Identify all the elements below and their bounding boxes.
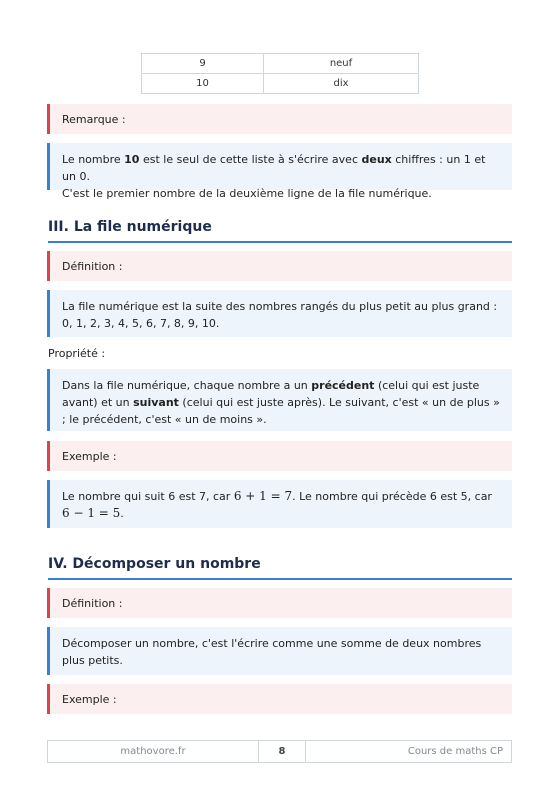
page-footer — [47, 740, 512, 763]
definition-label: Définition : — [62, 597, 123, 610]
exemple-label: Exemple : — [62, 693, 117, 706]
exemple-label-box — [47, 684, 512, 714]
remarque-line-1 — [62, 151, 502, 185]
table-cell-number: 10 — [142, 74, 264, 94]
emphasis: précédent — [311, 379, 375, 392]
table-row — [142, 54, 419, 74]
exemple-label-box — [47, 441, 512, 471]
remarque-line-2: C'est le premier nombre de la deuxième ligne de la file numérique. — [62, 187, 432, 200]
footer-page-number: 8 — [259, 741, 306, 762]
remarque-label: Remarque : — [62, 113, 126, 126]
propriete-label: Propriété : — [48, 347, 106, 360]
table-cell-word: neuf — [264, 54, 419, 74]
math-expression: 6 − 1 = 5 — [62, 506, 121, 520]
text: Dans la file numérique, chaque nombre a un — [62, 379, 312, 392]
definition-content-box — [47, 627, 512, 675]
text: . — [120, 507, 124, 520]
definition-content-box — [47, 290, 512, 337]
definition-text: La file numérique est la suite des nombres rangés du plus petit au plus grand : 0, 1, 2, 3, 4, 5, 6, 7, 8, 9, 10. — [62, 300, 498, 330]
footer-course: Cours de maths CP — [407, 746, 503, 757]
remarque-content-box — [47, 143, 512, 200]
definition-label-box — [47, 251, 512, 281]
definition-text: Décomposer un nombre, c'est l'écrire comme une somme de deux nombres plus petits. — [62, 637, 482, 667]
footer-site: mathovore.fr — [48, 741, 259, 762]
exemple-content-box — [47, 480, 512, 528]
section-4-title: IV. Décomposer un nombre — [48, 556, 512, 580]
emphasis: 10 — [124, 153, 140, 166]
text: chiffres : un 1 et un 0. — [62, 153, 486, 183]
emphasis: deux — [361, 153, 392, 166]
text: (celui qui est juste après). Le suivant, c'est « un de plus » ; le précédent, c'est « un de moins ». — [62, 396, 500, 426]
math-expression: 6 + 1 = 7 — [233, 489, 293, 503]
text: est le seul de cette liste à s'écrire avec — [139, 153, 362, 166]
text: Le nombre — [62, 153, 125, 166]
text: . Le nombre qui précède 6 est 5, car — [292, 490, 492, 503]
exemple-label: Exemple : — [62, 450, 117, 463]
text: (celui qui est juste avant) et un — [62, 379, 480, 409]
table-cell-number: 9 — [142, 54, 264, 74]
definition-label-box — [47, 588, 512, 618]
emphasis: suivant — [133, 396, 179, 409]
text: Le nombre qui suit 6 est 7, car — [62, 490, 234, 503]
definition-label: Définition : — [62, 260, 123, 273]
remarque-label-box — [47, 104, 512, 134]
number-table — [141, 53, 419, 94]
table-row — [142, 74, 419, 94]
table-cell-word: dix — [264, 74, 419, 94]
propriete-content-box — [47, 369, 512, 431]
section-3-title: III. La file numérique — [48, 219, 512, 243]
